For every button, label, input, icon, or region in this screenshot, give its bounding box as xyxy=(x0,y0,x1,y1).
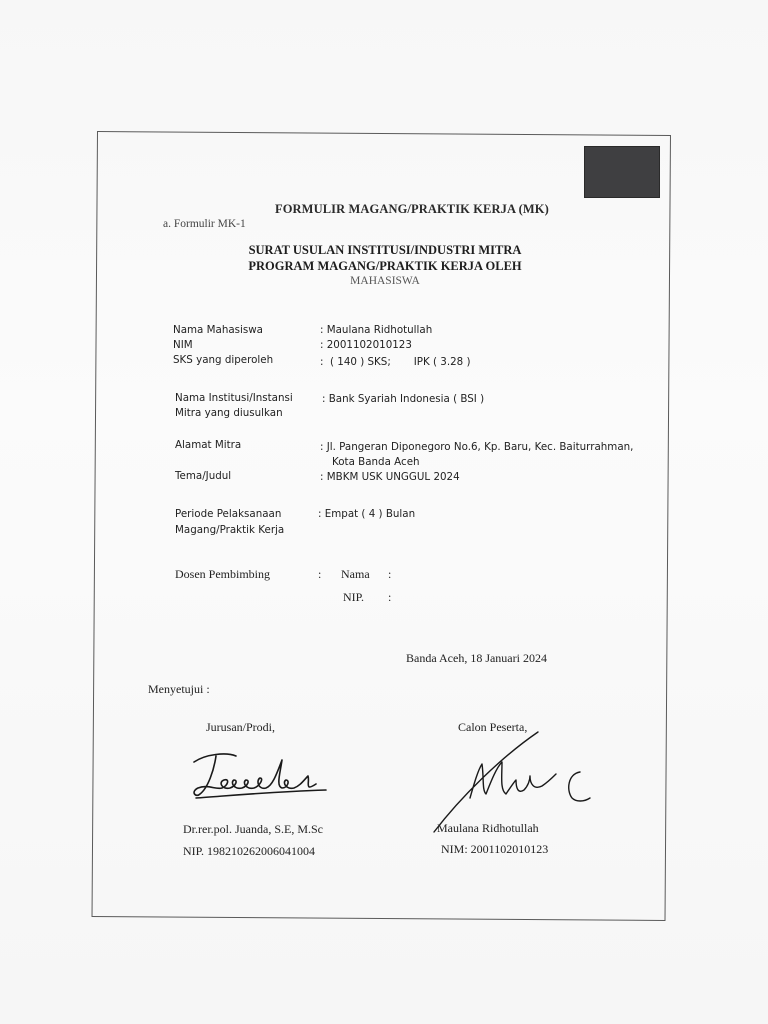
alamat-label: Alamat Mitra xyxy=(175,439,242,451)
periode-label-line1: Periode Pelaksanaan xyxy=(175,508,282,520)
letter-title-line1: SURAT USULAN INSTITUSI/INDUSTRI MITRA xyxy=(248,243,522,257)
alamat-value-line1: : Jl. Pangeran Diponegoro No.6, Kp. Baru, Kec. Baiturrahman, xyxy=(320,441,634,453)
periode-label-line2: Magang/Praktik Kerja xyxy=(175,524,285,536)
dosen-nip-colon: : xyxy=(388,590,392,604)
dosen-nama-colon: : xyxy=(388,567,392,581)
right-name: Maulana Ridhotullah xyxy=(437,821,539,835)
institusi-value: : Bank Syariah Indonesia ( BSI ) xyxy=(322,393,485,405)
left-nip: NIP. 198210262006041004 xyxy=(183,844,316,858)
form-subtitle: a. Formulir MK-1 xyxy=(163,218,246,230)
dosen-nip-label: NIP. xyxy=(343,590,365,604)
right-role: Calon Peserta, xyxy=(458,720,528,734)
dosen-label: Dosen Pembimbing xyxy=(175,567,270,581)
nim-label: NIM xyxy=(173,339,193,351)
left-name: Dr.rer.pol. Juanda, S.E, M.Sc xyxy=(183,822,323,836)
left-role: Jurusan/Prodi, xyxy=(206,720,275,734)
photo-placeholder xyxy=(584,146,660,198)
letter-title-line3: MAHASISWA xyxy=(350,275,420,287)
left-signature xyxy=(186,740,336,810)
periode-value: : Empat ( 4 ) Bulan xyxy=(318,508,416,520)
institusi-label-line1: Nama Institusi/Instansi xyxy=(175,392,293,404)
place-date: Banda Aceh, 18 Januari 2024 xyxy=(406,651,547,665)
sks-value: : ( 140 ) SKS; IPK ( 3.28 ) xyxy=(320,356,471,368)
nim-value: : 2001102010123 xyxy=(320,339,412,351)
tema-label: Tema/Judul xyxy=(175,470,232,482)
nama-label: Nama Mahasiswa xyxy=(173,324,263,336)
dosen-colon: : xyxy=(318,567,322,581)
nama-value: : Maulana Ridhotullah xyxy=(320,324,433,336)
letter-title-line2: PROGRAM MAGANG/PRAKTIK KERJA OLEH xyxy=(248,259,522,273)
tema-value: : MBKM USK UNGGUL 2024 xyxy=(320,471,460,483)
approval-label: Menyetujui : xyxy=(148,682,210,696)
alamat-value-line2: Kota Banda Aceh xyxy=(332,456,420,468)
right-nip: NIM: 2001102010123 xyxy=(441,842,549,856)
sks-label: SKS yang diperoleh xyxy=(173,354,274,366)
form-title: FORMULIR MAGANG/PRAKTIK KERJA (MK) xyxy=(275,202,549,216)
dosen-nama-label: Nama xyxy=(341,567,370,581)
institusi-label-line2: Mitra yang diusulkan xyxy=(175,407,283,419)
